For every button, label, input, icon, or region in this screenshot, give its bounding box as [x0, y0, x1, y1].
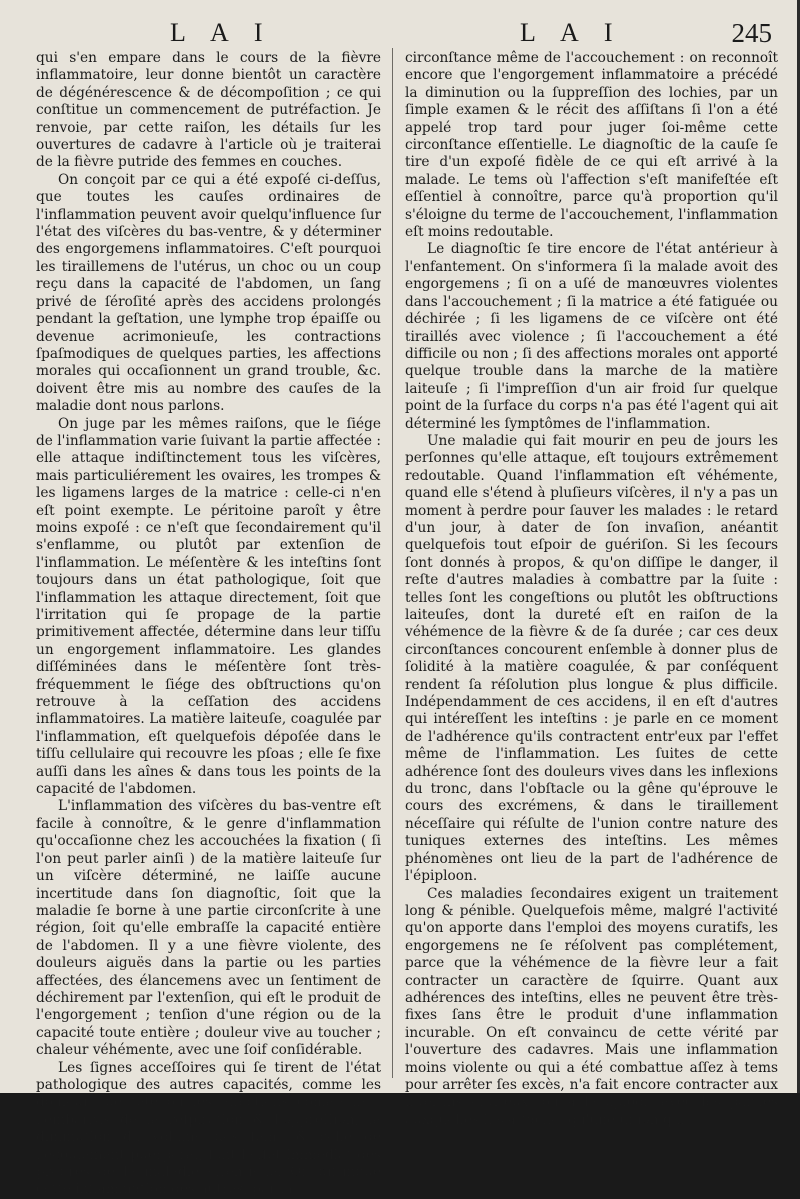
paragraph: On conçoit par ce qui a été expoſé ci-deſſus, que toutes les cauſes ordinaires de l'inflammation peuvent avoir quelqu'influence ſur l'état des viſcères du bas-ventre, & y déterminer des engorgemens inflammatoires. C'eſt pourquoi les tiraillemens de l'utérus, un choc ou un coup reçu dans la capacité de l'abdomen, un ſang privé de ſéroſité après des accidens prolongés pendant la geſtation, une lymphe trop épaiſſe ou devenue acrimonieuſe, les contractions ſpaſmodiques de quelques parties, les affections morales qui occaſionnent un grand trouble, &c. doivent être mis au nombre des cauſes de la maladie dont nous parlons. — [36, 171, 381, 415]
page-number: 245 — [731, 18, 772, 48]
paragraph: Le diagnoſtic ſe tire encore de l'état antérieur à l'enfantement. On s'informera ſi la malade avoit des engorgemens ; ſi on a uſé de manœuvres violentes dans l'accouchement ; ſi la matrice a été fatiguée ou déchirée ; ſi les ligamens de ce viſcère ont été tiraillés avec violence ; ſi l'accouchement a été difficile ou non ; ſi des affections morales ont apporté quelque trouble dans la marche de la matière laiteuſe ; ſi l'impreſſion d'un air froid ſur quelque point de la ſurface du corps n'a pas été l'agent qui ait déterminé les ſymptômes de l'inflammation. — [405, 241, 778, 432]
paragraph: circonſtance même de l'accouchement : on reconnoît encore que l'engorgement inflammatoire a précédé la diminution ou la ſuppreſſion des lochies, par un ſimple examen & le récit des aſſiſtans ſi l'on a été appelé trop tard pour juger ſoi-même cette circonſtance eſſentielle. Le diagnoſtic de la cauſe ſe tire d'un expoſé fidèle de ce qui eſt arrivé à la malade. Le tems où l'affection s'eſt manifeſtée eſt eſſentiel à connoître, parce qu'à proportion qu'il s'éloigne du terme de l'accouchement, l'inflammation eſt moins redoutable. — [405, 50, 778, 241]
paragraph: On juge par les mêmes raiſons, que le ſiége de l'inflammation varie ſuivant la partie affectée : elle attaque indiſtinctement tous les viſcères, mais particuliérement les ovaires, les trompes & les ligamens larges de la matrice : celle-ci n'en eſt point exempte. Le péritoine paroît y être moins expoſé : ce n'eſt que ſecondairement qu'il s'enflamme, ou plutôt par extenſion de l'inflammation. Le méſentère & les inteſtins ſont toujours dans un état pathologique, ſoit que l'inflammation les attaque directement, ſoit que l'irritation qui ſe propage de la partie primitivement affectée, détermine dans leur tiſſu un engorgement inflammatoire. Les glandes diſſéminées dans le méſentère ſont très-fréquemment le ſiége des obſtructions qu'on retrouve à la ceſſation des accidens inflammatoires. La matière laiteuſe, coagulée par l'inflammation, eſt quelquefois dépoſée dans le tiſſu cellulaire qui recouvre les pſoas ; elle ſe fixe auſſi dans les aînes & dans tous les points de la capacité de l'abdomen. — [36, 415, 381, 798]
paragraph: Ces maladies ſecondaires exigent un traitement long & pénible. Quelquefois même, malgré l'activité qu'on apporte dans l'emploi des moyens curatifs, les engorgemens ne ſe réſolvent pas complétement, parce que la véhémence de la fièvre leur a fait contracter un caractère de ſquirre. Quant aux adhérences des inteſtins, elles ne peuvent être très-fixes ſans être le produit d'une inflammation incurable. On eſt convaincu de cette vérité par l'ouverture des cadavres. Mais une inflammation moins violente ou qui a été combattue aſſez à tems pour arrêter ſes excès, n'a fait encore contracter aux inteſtins entr'eux, ou à l'épiploon avec les parties auxquelles il s'attache, qu'une union qui — [405, 885, 778, 1128]
right-column — [405, 50, 778, 1128]
running-title-right: L A I — [520, 18, 623, 47]
paragraph: Les ſignes acceſſoires qui ſe tirent de l'état pathologique des autres capacités, comme les douleurs de tête ou les affections comateuſes, l'embarras de la reſpiration & l'oppreſſion, la diminution du volume des ſeins & celle de l'écoulement puerpéral, ſont l'effet immédiat des progrès de la maladie eſſentielle. On diſtingue cette inflammation des autres, par la — [36, 1059, 381, 1198]
column-divider — [392, 48, 393, 1078]
paragraph: qui s'en empare dans le cours de la fièvre inflammatoire, leur donne bientôt un caractère de dégénérescence & de décompoſition ; ce qui conſtitue un commencement de putréfaction. Je renvoie, par cette raiſon, les détails ſur les ouvertures de cadavre à l'article où je traiterai de la fièvre putride des femmes en couches. — [36, 50, 381, 171]
paragraph: L'inflammation des viſcères du bas-ventre eſt facile à connoître, & le genre d'inflammation qu'occaſionne chez les accouchées la fixation ( ſi l'on peut parler ainſi ) de la matière laiteuſe ſur un viſcère déterminé, ne laiſſe aucune incertitude dans ſon diagnoſtic, ſoit que la maladie ſe borne à une partie circonſcrite à une région, ſoit qu'elle embraſſe la capacité entière de l'abdomen. Il y a une fièvre violente, des douleurs aiguës dans la partie ou les parties affectées, des élancemens avec un ſentiment de déchirement par l'extenſion, qui eſt le produit de l'engorgement ; tenſion d'une région ou de la capacité toute entière ; douleur vive au toucher ; chaleur véhémente, avec une ſoif conſidérable. — [36, 798, 381, 1059]
paragraph: Une maladie qui fait mourir en peu de jours les perſonnes qu'elle attaque, eſt toujours extrêmement redoutable. Quand l'inflammation eſt véhémente, quand elle s'étend à pluſieurs viſcères, il n'y a pas un moment à perdre pour ſauver les malades : le retard d'un jour, à dater de ſon invaſion, anéantit quelquefois tout eſpoir de guériſon. Si les ſecours ſont donnés à propos, & qu'on diſſipe le danger, il reſte d'autres maladies à combattre par la ſuite : telles ſont les congeſtions ou plutôt les obſtructions laiteuſes, dont la dureté eſt en raiſon de la véhémence de la fièvre & de ſa durée ; car ces deux circonſtances concourent enſemble à donner plus de ſolidité à la matière coagulée, & par conſéquent rendent ſa réſolution plus longue & plus difficile. Indépendamment de ces accidens, il en eſt d'autres qui intéreſſent les inteſtins : je parle en ce moment de l'adhérence qu'ils contractent entr'eux par l'effet même de l'inflammation. Les ſuites de cette adhérence ſont des douleurs vives dans les inflexions du tronc, dans l'obſtacle ou la gêne qu'éprouve le cours des excrémens, & dans le tiraillement néceſſaire qui réſulte de l'union contre nature des tuniques externes des inteſtins. Les mêmes phénomènes ont lieu de la part de l'adhérence de l'épiploon. — [405, 432, 778, 885]
left-column — [36, 50, 381, 1198]
running-title-left: L A I — [170, 18, 273, 47]
